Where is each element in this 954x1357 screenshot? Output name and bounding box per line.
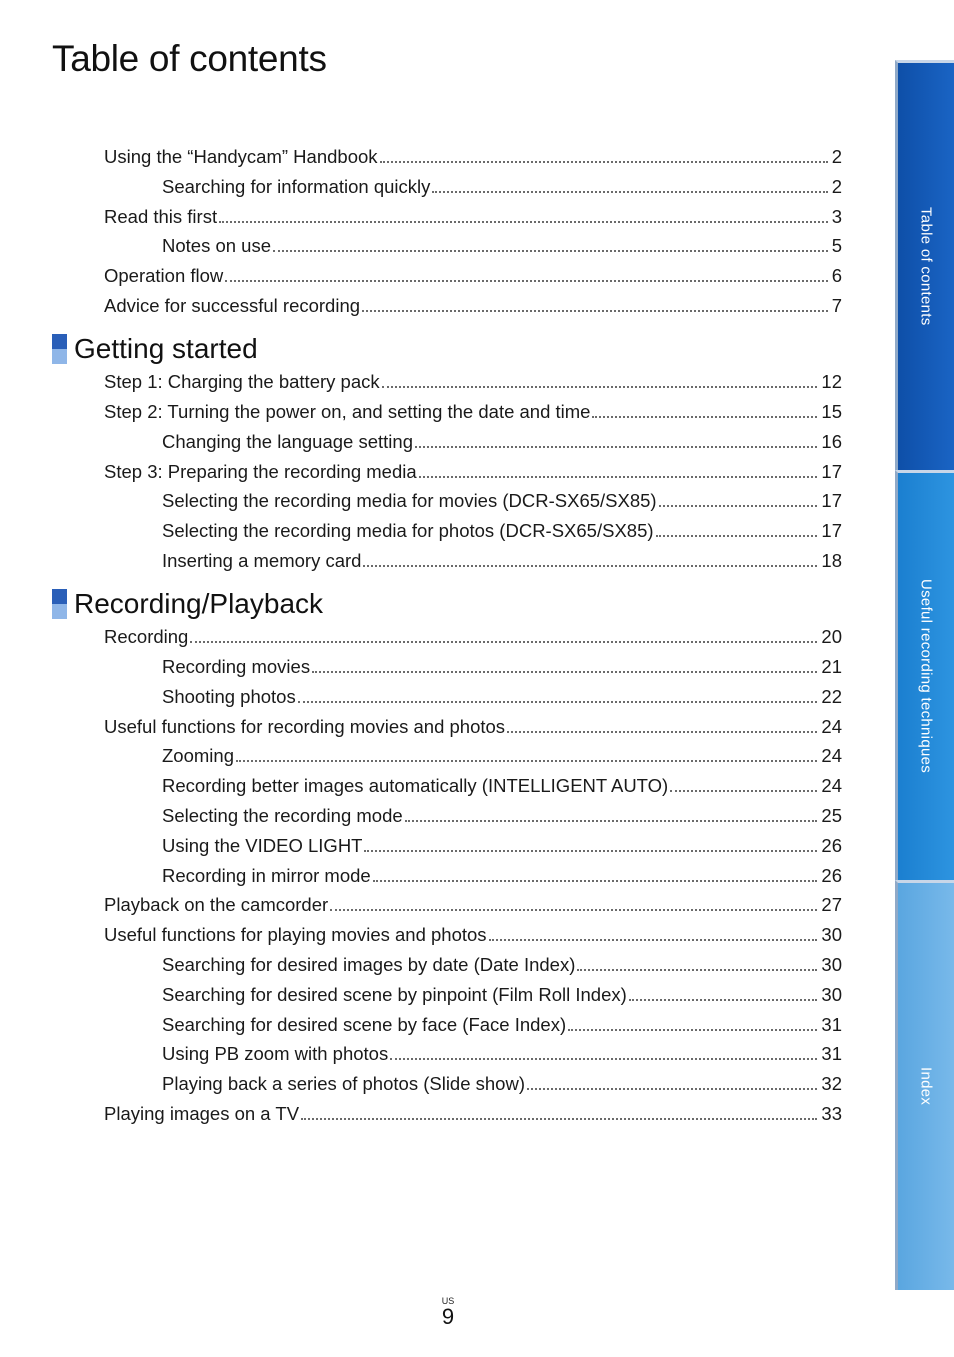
dot-leader xyxy=(273,249,828,252)
page-number-value: 9 xyxy=(441,1304,455,1329)
toc-entry-operation-flow[interactable] xyxy=(104,264,842,288)
toc-entry-label: Recording xyxy=(104,626,189,647)
toc-entry-page: 16 xyxy=(821,431,842,452)
toc-entry-advice-recording[interactable] xyxy=(104,294,842,318)
toc-entry-label: Useful functions for recording movies and photos xyxy=(104,716,506,737)
toc-entry-label: Selecting the recording media for movies (DCR-SX65/SX85) xyxy=(162,490,657,511)
toc-entry-intelligent-auto[interactable] xyxy=(162,774,842,798)
toc-entry-label: Playing images on a TV xyxy=(104,1103,300,1124)
toc-entry-label: Searching for desired scene by face (Face Index) xyxy=(162,1014,567,1035)
toc-entry-page: 32 xyxy=(821,1073,842,1094)
toc-entry-label: Changing the language setting xyxy=(162,431,413,452)
toc-entry-recording-mode[interactable] xyxy=(162,804,842,828)
dot-leader xyxy=(312,670,817,673)
toc-entry-page: 20 xyxy=(821,626,842,647)
toc-entry-page: 30 xyxy=(821,954,842,975)
toc-entry-page: 25 xyxy=(821,805,842,826)
section-heading-getting-started[interactable] xyxy=(52,332,258,366)
toc-entry-playback-camcorder[interactable] xyxy=(104,893,842,917)
toc-entry-step2[interactable] xyxy=(104,400,842,424)
toc-entry-label: Recording better images automatically (INTELLIGENT AUTO) xyxy=(162,775,669,796)
toc-entry-label: Advice for successful recording xyxy=(104,295,361,316)
dot-leader xyxy=(380,160,828,163)
toc-entry-media-movies[interactable] xyxy=(162,489,842,513)
toc-entry-memory-card[interactable] xyxy=(162,549,842,573)
toc-entry-searching-information[interactable] xyxy=(162,175,842,199)
toc-entry-label: Recording in mirror mode xyxy=(162,865,371,886)
toc-entry-label: Zooming xyxy=(162,745,234,766)
toc-entry-page: 3 xyxy=(831,206,842,227)
toc-entry-page: 31 xyxy=(821,1014,842,1035)
toc-entry-recording-movies[interactable] xyxy=(162,655,842,679)
toc-entry-using-handbook[interactable] xyxy=(104,145,842,169)
toc-entry-page: 5 xyxy=(831,235,842,256)
toc-entry-zooming[interactable] xyxy=(162,744,842,768)
toc-entry-label: Notes on use xyxy=(162,235,272,256)
toc-entry-page: 26 xyxy=(821,835,842,856)
dot-leader xyxy=(190,640,817,643)
toc-entry-label: Step 1: Charging the battery pack xyxy=(104,371,380,392)
dot-leader xyxy=(362,309,828,312)
dot-leader xyxy=(629,998,818,1001)
dot-leader xyxy=(489,938,818,941)
toc-entry-useful-recording-functions[interactable] xyxy=(104,715,842,739)
toc-entry-media-photos[interactable] xyxy=(162,519,842,543)
toc-entry-label: Step 2: Turning the power on, and setting the date and time xyxy=(104,401,591,422)
dot-leader xyxy=(373,879,818,882)
page-title: Table of contents xyxy=(52,38,327,79)
dot-leader xyxy=(330,908,817,911)
dot-leader xyxy=(415,445,817,448)
toc-entry-page: 6 xyxy=(831,265,842,286)
toc-entry-read-this-first[interactable] xyxy=(104,205,842,229)
toc-entry-label: Searching for information quickly xyxy=(162,176,431,197)
section-marker-icon xyxy=(52,589,67,619)
dot-leader xyxy=(364,849,817,852)
toc-entry-page: 31 xyxy=(821,1043,842,1064)
toc-entry-page: 17 xyxy=(821,490,842,511)
tab-label: Useful recording techniques xyxy=(917,579,935,774)
toc-entry-step1[interactable] xyxy=(104,370,842,394)
toc-entry-label: Operation flow xyxy=(104,265,224,286)
toc-entry-date-index[interactable] xyxy=(162,953,842,977)
toc-entry-page: 24 xyxy=(821,716,842,737)
toc-entry-pb-zoom[interactable] xyxy=(162,1042,842,1066)
toc-entry-page: 7 xyxy=(831,295,842,316)
toc-entry-page: 17 xyxy=(821,520,842,541)
toc-entry-page: 27 xyxy=(821,894,842,915)
dot-leader xyxy=(382,385,818,388)
toc-entry-label: Searching for desired scene by pinpoint (Film Roll Index) xyxy=(162,984,627,1005)
dot-leader xyxy=(298,700,818,703)
dot-leader xyxy=(656,534,818,537)
tab-label: Index xyxy=(917,1067,935,1106)
toc-entry-language-setting[interactable] xyxy=(162,430,842,454)
dot-leader xyxy=(527,1087,817,1090)
toc-entry-page: 33 xyxy=(821,1103,842,1124)
toc-entry-label: Read this first xyxy=(104,206,218,227)
toc-entry-page: 26 xyxy=(821,865,842,886)
dot-leader xyxy=(219,220,828,223)
toc-entry-page: 15 xyxy=(821,401,842,422)
toc-entry-slide-show[interactable] xyxy=(162,1072,842,1096)
toc-entry-label: Using the “Handycam” Handbook xyxy=(104,146,378,167)
toc-entry-label: Searching for desired images by date (Date Index) xyxy=(162,954,576,975)
toc-entry-label: Playback on the camcorder xyxy=(104,894,329,915)
section-marker-icon xyxy=(52,334,67,364)
toc-entry-playing-on-tv[interactable] xyxy=(104,1102,842,1126)
region-code: US xyxy=(441,1296,455,1306)
dot-leader xyxy=(225,279,827,282)
toc-entry-label: Recording movies xyxy=(162,656,311,677)
toc-entry-notes-on-use[interactable] xyxy=(162,234,842,258)
toc-entry-label: Selecting the recording mode xyxy=(162,805,403,826)
toc-entry-page: 18 xyxy=(821,550,842,571)
toc-entry-page: 22 xyxy=(821,686,842,707)
toc-entry-label: Selecting the recording media for photos (DCR-SX65/SX85) xyxy=(162,520,654,541)
dot-leader xyxy=(659,504,818,507)
toc-entry-label: Using PB zoom with photos xyxy=(162,1043,389,1064)
toc-entry-useful-playing-functions[interactable] xyxy=(104,923,842,947)
toc-entry-face-index[interactable] xyxy=(162,1013,842,1037)
tab-useful-recording-techniques[interactable] xyxy=(895,470,954,880)
dot-leader xyxy=(405,819,818,822)
toc-entry-page: 12 xyxy=(821,371,842,392)
toc-entry-label: Using the VIDEO LIGHT xyxy=(162,835,363,856)
toc-entry-label: Shooting photos xyxy=(162,686,296,707)
dot-leader xyxy=(568,1028,817,1031)
side-navigation-tabs xyxy=(895,60,954,1290)
toc-entry-page: 2 xyxy=(831,176,842,197)
toc-entry-page: 2 xyxy=(831,146,842,167)
dot-leader xyxy=(670,789,817,792)
toc-entry-page: 17 xyxy=(821,461,842,482)
tab-table-of-contents[interactable] xyxy=(895,60,954,470)
toc-entry-page: 30 xyxy=(821,984,842,1005)
tab-index[interactable] xyxy=(895,880,954,1290)
toc-entry-page: 21 xyxy=(821,656,842,677)
toc-entry-video-light[interactable] xyxy=(162,834,842,858)
toc-entry-page: 24 xyxy=(821,775,842,796)
page-number xyxy=(436,1296,460,1328)
dot-leader xyxy=(301,1117,817,1120)
dot-leader xyxy=(390,1057,817,1060)
dot-leader xyxy=(236,759,817,762)
toc-entry-recording[interactable] xyxy=(104,625,842,649)
toc-entry-label: Useful functions for playing movies and photos xyxy=(104,924,487,945)
section-title: Recording/Playback xyxy=(74,588,324,619)
toc-entry-shooting-photos[interactable] xyxy=(162,685,842,709)
tab-label: Table of contents xyxy=(917,207,935,326)
toc-entry-step3[interactable] xyxy=(104,460,842,484)
dot-leader xyxy=(419,475,818,478)
toc-entry-label: Playing back a series of photos (Slide show) xyxy=(162,1073,525,1094)
section-title: Getting started xyxy=(74,333,258,364)
toc-entry-page: 30 xyxy=(821,924,842,945)
dot-leader xyxy=(577,968,817,971)
toc-entry-page: 24 xyxy=(821,745,842,766)
section-heading-recording-playback[interactable] xyxy=(52,587,323,621)
toc-entry-label: Inserting a memory card xyxy=(162,550,362,571)
toc-entry-label: Step 3: Preparing the recording media xyxy=(104,461,417,482)
dot-leader xyxy=(432,190,827,193)
dot-leader xyxy=(363,564,817,567)
dot-leader xyxy=(592,415,817,418)
toc-entry-film-roll-index[interactable] xyxy=(162,983,842,1007)
dot-leader xyxy=(507,730,817,733)
toc-entry-mirror-mode[interactable] xyxy=(162,864,842,888)
